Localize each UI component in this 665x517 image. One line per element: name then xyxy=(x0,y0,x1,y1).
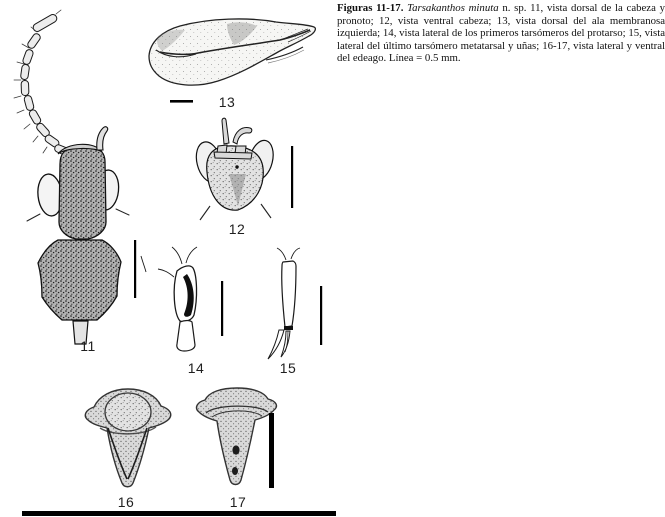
left-genal-seta xyxy=(27,214,40,221)
apical-band xyxy=(284,326,293,330)
figure-13-drawing xyxy=(149,19,315,103)
occipital-foramen xyxy=(235,165,238,168)
left-cervical-line xyxy=(200,206,210,220)
figure-12-label: 12 xyxy=(228,221,246,237)
figure-17-drawing xyxy=(197,388,277,488)
aedeagus-16-dome xyxy=(105,393,151,431)
figure-12-drawing xyxy=(192,118,293,220)
apical-seta-1 xyxy=(277,248,286,260)
scale-bar-14 xyxy=(221,281,223,336)
tarsal-seta-2 xyxy=(186,247,197,263)
mouthparts xyxy=(214,118,252,159)
scale-bar-11 xyxy=(134,240,136,298)
head-capsule xyxy=(59,147,106,239)
antenna xyxy=(20,13,82,163)
aedeagus-17-spot-lower xyxy=(232,467,238,475)
figure-caption xyxy=(337,2,665,65)
caption-body: n. sp. 11, vista dorsal de la cabeza y pronoto; 12, vista ventral cabeza; 13, vista dorsal del ala membranosa izquierda; 14, vista lateral de los primeros tarsómeros del protarso; 15, vista lateral del último tarsómero metatarsal y uñas; 16-17, vista lateral y ventral del edeago. Línea = 0.5 mm. xyxy=(337,2,665,65)
figure-11-drawing xyxy=(14,10,136,344)
tarsal-seta-4 xyxy=(141,256,146,272)
scan-edge-strip xyxy=(22,511,336,516)
right-cervical-line xyxy=(261,204,271,218)
caption-lead: Figuras 11-17. xyxy=(337,2,404,14)
figure-14-drawing xyxy=(141,247,223,351)
scale-bar-15 xyxy=(320,286,322,345)
tarsal-seta-3 xyxy=(158,269,174,277)
second-tarsomere xyxy=(177,321,195,352)
tarsal-seta-1 xyxy=(172,247,182,264)
aedeagus-17-spot-upper xyxy=(232,445,239,454)
pronotum xyxy=(38,240,121,320)
figure-15-drawing xyxy=(268,248,322,359)
scale-bar-12 xyxy=(291,146,293,208)
right-genal-seta xyxy=(116,209,129,215)
figure-11-label: 11 xyxy=(80,338,96,354)
figure-14-label: 14 xyxy=(187,360,205,376)
figure-17-label: 17 xyxy=(229,494,247,510)
caption-species: Tarsakanthos minuta xyxy=(407,2,499,14)
scale-bar-16-17 xyxy=(269,413,274,488)
figure-15-label: 15 xyxy=(279,360,297,376)
last-tarsomere xyxy=(282,261,296,327)
right-scape-hook xyxy=(97,127,108,150)
apical-seta-2 xyxy=(291,248,300,259)
figure-16-drawing xyxy=(85,389,170,487)
figure-16-label: 16 xyxy=(117,494,135,510)
scale-bar-13 xyxy=(170,100,193,103)
figure-13-label: 13 xyxy=(218,94,236,110)
